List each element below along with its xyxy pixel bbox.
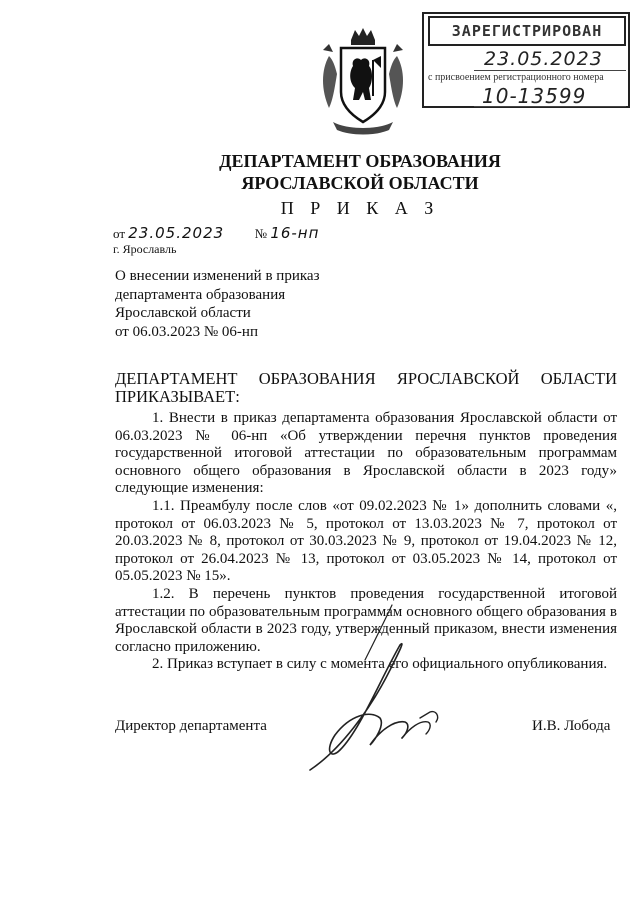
- order-subject: [115, 267, 375, 341]
- body-lead-line-2: ПРИКАЗЫВАЕТ:: [115, 387, 240, 406]
- coat-of-arms-emblem: [315, 26, 411, 138]
- department-line-2: ЯРОСЛАВСКОЙ ОБЛАСТИ: [241, 173, 479, 193]
- department-title: [140, 150, 580, 194]
- order-number: 16-нп: [270, 224, 320, 242]
- order-city: г. Ярославль: [113, 242, 177, 256]
- order-number-prefix: №: [254, 226, 268, 241]
- order-date: 23.05.2023: [128, 224, 225, 242]
- document-type: П Р И К А З: [280, 198, 440, 218]
- body-paragraph-1-1: 1.1. Преамбулу после слов «от 09.02.2023 № 1» дополнить словами «, протокол от 06.03.2023 № 5, протокол от 13.03.2023 № 7, протокол от 20.03.2023 № 8, протокол от 30.03.2023 № 9, протокол от 19.04.2023 № 12, протокол от 26.04.2023 № 13, протокол от 03.05.2023 № 14, протокол от 05.05.2023 № 15».: [115, 497, 617, 585]
- stamp-date-underline: [474, 70, 626, 71]
- department-line-1: ДЕПАРТАМЕНТ ОБРАЗОВАНИЯ: [219, 151, 501, 171]
- body-lead-line-1: ДЕПАРТАМЕНТ ОБРАЗОВАНИЯ ЯРОСЛАВСКОЙ ОБЛАСТИ: [115, 369, 617, 388]
- stamp-title: ЗАРЕГИСТРИРОВАН: [428, 16, 626, 46]
- stamp-number-underline: [474, 106, 626, 107]
- order-date-prefix: от: [113, 226, 126, 241]
- order-date-number: [113, 224, 319, 242]
- signer-position: Директор департамента: [115, 718, 267, 734]
- registration-stamp: [422, 12, 630, 108]
- subject-line-1: О внесении изменений в приказ: [115, 268, 320, 284]
- stamp-date: 23.05.2023: [484, 48, 603, 70]
- stamp-number: 10-13599: [482, 84, 587, 108]
- body-paragraph-1-2: 1.2. В перечень пунктов проведения государственной итоговой аттестации по образовательным программам основного общего образования в Ярославской области в 2023 году, утвержденный приказом, внести изменения согласно приложению.: [115, 585, 617, 655]
- subject-line-3: Ярославской области: [115, 305, 251, 321]
- signer-name: И.В. Лобода: [532, 718, 611, 734]
- subject-line-2: департамента образования: [115, 286, 286, 303]
- subject-line-4: от 06.03.2023 № 06-нп: [115, 323, 258, 340]
- handwritten-signature: [270, 600, 500, 800]
- stamp-note: с присвоением регистрационного номера: [428, 72, 604, 83]
- body-paragraph-1: 1. Внести в приказ департамента образования Ярославской области от 06.03.2023 № 06-нп «Об утверждении перечня пунктов проведения государственной итоговой аттестации по образовательным программам основного общего образования в Ярославской области в 2023 году» следующие изменения:: [115, 410, 617, 497]
- body-paragraph-2: 2. Приказ вступает в силу с момента его официального опубликования.: [152, 656, 608, 673]
